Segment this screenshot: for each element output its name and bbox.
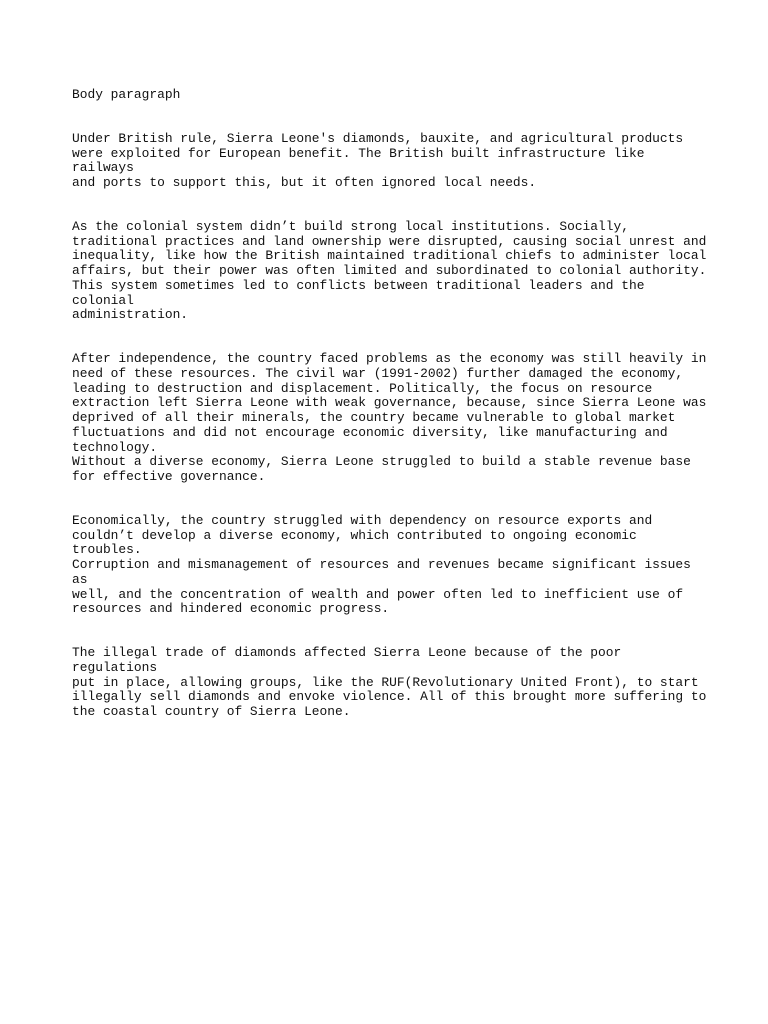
document-body: [72, 73, 712, 749]
paragraph-colonial-exploitation: Under British rule, Sierra Leone's diamonds, bauxite, and agricultural products were exploited for European benefit. The British built infrastructure like railways and ports to support this, but it often ignored local needs.: [72, 130, 684, 190]
paragraph-post-independence: After independence, the country faced problems as the economy was still heavily in need of these resources. The civil war (1991-2002) further damaged the economy, leading to destruction and displacement. Politically, the focus on resource extraction left Sierra Leone with weak governance, because, since Sierra Leone was deprived of all their minerals, the country became vulnerable to global market fluctuations and did not encourage economic diversity, like manufacturing and technology. Without a diverse economy, Sierra Leone struggled to build a stable revenue base for effective governance.: [72, 351, 707, 484]
paragraph-social-impact: As the colonial system didn’t build strong local institutions. Socially, traditional practices and land ownership were disrupted, causing social unrest and inequality, like how the British maintained traditional chiefs to administer local affairs, but their power was often limited and subordinated to colonial authority. This system sometimes led to conflicts between traditional leaders and the colonial administration.: [72, 219, 707, 323]
paragraph-illegal-diamond-trade: The illegal trade of diamonds affected Sierra Leone because of the poor regulations put in place, allowing groups, like the RUF(Revolutionary United Front), to start illegally sell diamonds and envoke violence. All of this brought more suffering to the coastal country of Sierra Leone.: [72, 645, 707, 720]
paragraph-economic-struggles: Economically, the country struggled with dependency on resource exports and couldn’t develop a diverse economy, which contributed to ongoing economic troubles. Corruption and mismanagement of resources and revenues became significant issues as well, and the concentration of wealth and power often led to inefficient use of resources and hindered economic progress.: [72, 513, 691, 617]
document-title: Body paragraph: [72, 86, 181, 102]
